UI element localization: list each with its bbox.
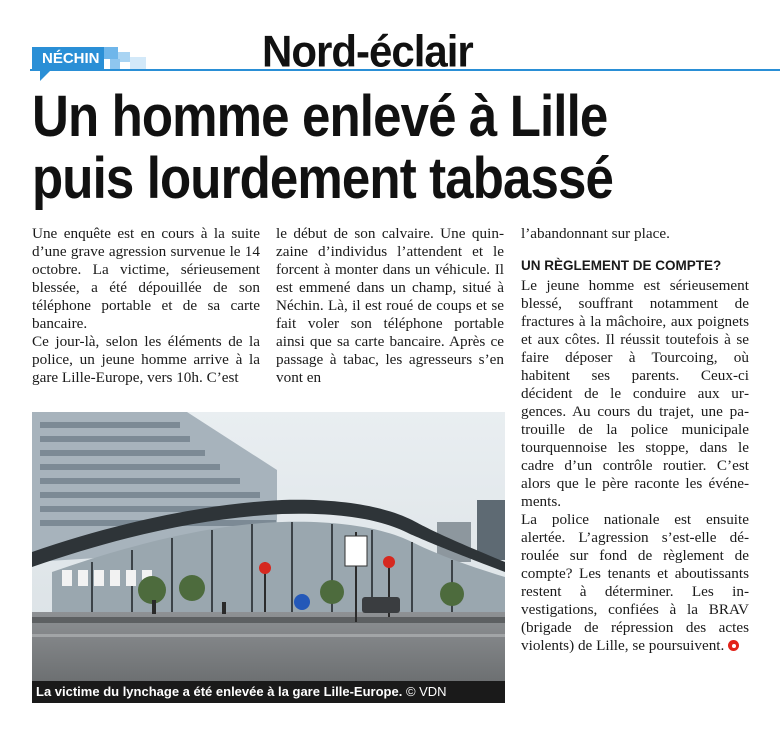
caption-text: La victime du lynchage a été enlevée à la gare Lille-Europe. [36,684,403,699]
article-column-2 [276,225,504,387]
paragraph-1: Une enquête est en cours à la suite d’une grave agression survenue le 14 octobre. La victime, sérieusement blessée, a été dépouillée de son téléphone portable et de sa carte bancaire. [32,225,260,332]
photo-credit: © VDN [405,684,447,699]
photo-caption [32,681,505,703]
article-headline [32,86,683,210]
paragraph-4 [521,511,749,655]
headline-line-1: Un homme enlevé à Lille [32,84,608,149]
paragraph-2-start: Ce jour-là, selon les éléments de la police, un jeune homme arrive à la gare Lille-Europe, vers 10h. C’est [32,333,260,386]
paragraph-4-text: La police nationale est ensuite alertée. L’agression s’est-elle déroulée sur fond de règlement de compte? Les tenants et aboutissants restent à déterminer. Les investigations, confiées à la BRAV (brigade de répression des actes violents) de Lille, se poursuivent. [521,511,749,654]
article-column-3 [521,225,749,655]
paragraph-2-middle: le début de son calvaire. Une quinzaine d’individus l’attendent et le forcent à monter dans un véhicule. Il est emmené dans un champ, situé à Néchin. Là, il est roué de coups et se fait voler son téléphone portable ainsi que sa carte bancaire. Après ce passage à tabac, les agresseurs s’en vont en [276,225,504,386]
section-tag: NÉCHIN [32,47,104,71]
article-subheading: UN RÈGLEMENT DE COMPTE? [521,258,722,273]
headline-line-2: puis lourdement tabassé [32,146,614,211]
paragraph-2-end: l’abandonnant sur place. [521,225,670,242]
newspaper-logo: Nord-éclair [262,26,473,77]
article-column-1 [32,225,260,387]
station-illustration [32,412,505,681]
paragraph-3: Le jeune homme est sérieusement blessé, souffrant notamment de fractures à la mâchoire, aux poignets et aux côtes. Il réussit toutefois à se faire déposer à Tourcoing, où habitent ses parents. Ceux-ci décident de le conduire aux urgences. Au cours du trajet, une patrouille de la police municipale tourquennoise les stoppe, dans le cadre d’un contrôle routier. C’est alors que le père raconte les événements. [521,277,749,510]
section-tag-tail [40,71,50,81]
end-of-article-icon [728,640,739,651]
article-photo-lille-europe-station [32,412,505,681]
